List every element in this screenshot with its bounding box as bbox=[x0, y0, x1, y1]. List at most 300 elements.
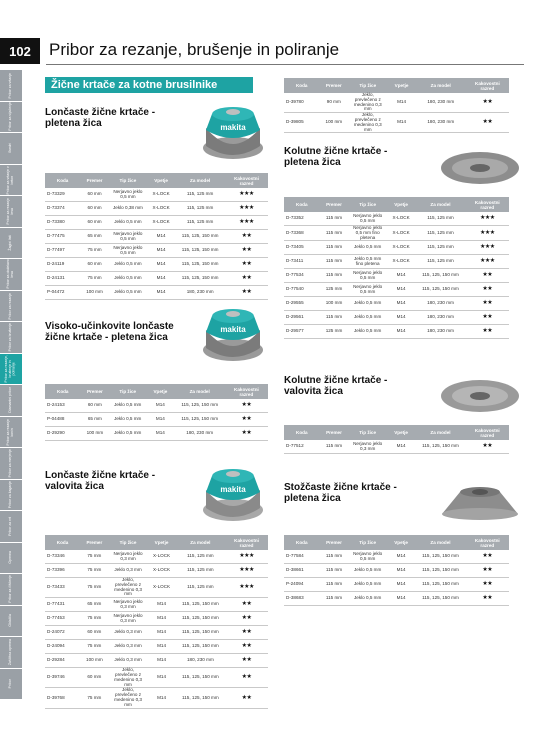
table-cell: 100 mm bbox=[80, 654, 109, 668]
table-cell: Nerjavno jeklo 0,5 mm bbox=[109, 230, 147, 244]
sidebar-item-label: Pribor za brušenje bbox=[8, 323, 13, 352]
sidebar-item-label: Zaščitna oprema bbox=[8, 639, 13, 666]
table-cell: 75 mm bbox=[80, 688, 109, 708]
table-cell: 100 mm bbox=[81, 427, 110, 441]
table-cell: 115 mm bbox=[320, 241, 349, 255]
table-cell: Jeklo 0,38 mm bbox=[109, 202, 147, 216]
table-cell: 115 mm bbox=[320, 592, 349, 606]
table-header-row bbox=[284, 425, 509, 440]
sidebar-item-19[interactable] bbox=[0, 669, 22, 701]
table-cell: ★★★ bbox=[466, 226, 509, 241]
table-cell: ★★ bbox=[466, 311, 509, 325]
table-cell: X-LOCK bbox=[147, 216, 175, 230]
column-header: Tip žice bbox=[348, 197, 386, 212]
table-header-row bbox=[45, 535, 268, 550]
table-cell: ★★ bbox=[466, 550, 509, 564]
table-row bbox=[284, 297, 509, 311]
table-cell: M14 bbox=[147, 230, 175, 244]
table-cell: 65 mm bbox=[80, 230, 109, 244]
table-cell: 100 mm bbox=[319, 113, 348, 133]
column-header: Premer bbox=[319, 78, 348, 93]
table-cell: 75 mm bbox=[80, 640, 109, 654]
table-cell: M14 bbox=[387, 93, 415, 113]
table-cell: 115, 125, 150 mm bbox=[176, 598, 226, 612]
sidebar-item-7[interactable] bbox=[0, 291, 22, 323]
sidebar-item-label: Pribor za rezanje, brušenje in poliranje bbox=[4, 355, 16, 383]
table-cell: 115, 125, 150 mm bbox=[175, 244, 225, 258]
sidebar-item-14[interactable] bbox=[0, 511, 22, 543]
table-cell: ★★ bbox=[225, 272, 268, 286]
sidebar-item-13[interactable] bbox=[0, 480, 22, 512]
table-cell: M14 bbox=[147, 258, 175, 272]
table-cell: D-39746 bbox=[45, 668, 80, 688]
table-cell: 115, 125, 150 mm bbox=[175, 230, 225, 244]
table-cell: ★★★ bbox=[466, 255, 509, 269]
table-cup-high-performance bbox=[45, 384, 268, 441]
table-cell: D-39805 bbox=[284, 113, 319, 133]
table-cell: D-73352 bbox=[284, 212, 320, 226]
sidebar-item-label: Svedri bbox=[8, 143, 13, 154]
column-header: Vpetje bbox=[387, 535, 415, 550]
table-cell: ★★ bbox=[225, 427, 268, 441]
table-cell: X-LOCK bbox=[147, 578, 175, 598]
table-cell: M14 bbox=[147, 272, 175, 286]
table-row bbox=[284, 241, 509, 255]
column-header: Tip žice bbox=[109, 535, 148, 550]
table-cell: D-73346 bbox=[45, 550, 80, 564]
table-cell: 115, 125, 150 mm bbox=[415, 578, 465, 592]
table-cell: D-38683 bbox=[284, 592, 320, 606]
table-cell: D-29555 bbox=[284, 297, 320, 311]
table-cell: X-LOCK bbox=[387, 255, 415, 269]
column-header: Premer bbox=[81, 384, 110, 399]
table-cell: ★★★ bbox=[466, 241, 509, 255]
table-cell: Jeklo, prevlečeno z medenino 0,3 mm bbox=[348, 113, 387, 133]
table-cell: D-73368 bbox=[284, 226, 320, 241]
table-cell: M14 bbox=[147, 688, 175, 708]
table-cell: 60 mm bbox=[80, 258, 109, 272]
table-cell: D-39780 bbox=[284, 93, 319, 113]
table-cell: Nerjavno jeklo 0,5 mm bbox=[109, 188, 147, 202]
table-cell: M14 bbox=[147, 626, 175, 640]
table-row bbox=[284, 255, 509, 269]
table-cell: ★★★ bbox=[225, 202, 268, 216]
table-cell: 115, 125 mm bbox=[176, 578, 226, 598]
table-cell: 115, 125, 150 mm bbox=[415, 564, 465, 578]
table-cell: Jeklo 0,5 mm bbox=[348, 578, 386, 592]
brand-logo: makita bbox=[220, 123, 246, 132]
sidebar-item-16[interactable] bbox=[0, 574, 22, 606]
table-row bbox=[284, 578, 509, 592]
table-cell: Jeklo 0,5 mm bbox=[109, 399, 146, 413]
table-cell: 125 mm bbox=[320, 325, 349, 339]
section-title-bevel-knotted: Stožčaste žične krtače - pletena žica bbox=[284, 482, 397, 504]
section-title-cup-high-performance: Visoko-učinkovite lončaste žične krtače - pletena žica bbox=[45, 321, 174, 343]
table-cell: ★★ bbox=[466, 564, 509, 578]
table-row bbox=[284, 283, 509, 297]
table-header-row bbox=[45, 173, 268, 188]
table-cell: D-24094 bbox=[45, 640, 80, 654]
table-cell: 115, 125 mm bbox=[415, 226, 465, 241]
sidebar-item-6[interactable] bbox=[0, 259, 22, 291]
table-cell: ★★★ bbox=[225, 188, 268, 202]
sidebar-item-17[interactable] bbox=[0, 606, 22, 638]
table-cell: ★★ bbox=[225, 626, 268, 640]
column-header: Tip žice bbox=[348, 78, 387, 93]
section-title-wheel-crimped: Kolutne žične krtače - valovita žica bbox=[284, 375, 388, 397]
table-cell: M14 bbox=[147, 598, 175, 612]
table-cell: 115, 125 mm bbox=[415, 212, 465, 226]
brand-logo: makita bbox=[220, 485, 246, 494]
table-cell: 75 mm bbox=[80, 550, 109, 564]
sidebar-item-label: Pribor za rezanje kovin bbox=[6, 418, 14, 445]
column-header: Koda bbox=[284, 78, 319, 93]
table-cell: ★★ bbox=[225, 654, 268, 668]
table-cell: M14 bbox=[147, 668, 175, 688]
table-cell: 60 mm bbox=[80, 202, 109, 216]
column-header: Koda bbox=[284, 425, 320, 440]
sidebar-item-9[interactable] bbox=[0, 354, 22, 386]
title-rule bbox=[46, 64, 524, 65]
table-header-row bbox=[45, 384, 268, 399]
section-title-cup-crimped: Lončaste žične krtače - valovita žica bbox=[45, 470, 156, 492]
table-cell: M14 bbox=[387, 297, 415, 311]
table-cell: M14 bbox=[146, 413, 174, 427]
table-cell: D-73329 bbox=[45, 188, 80, 202]
bevel-brush-knotted-image bbox=[440, 484, 520, 524]
table-cell: ★★ bbox=[225, 399, 268, 413]
table-row bbox=[284, 325, 509, 339]
table-cell: P-04488 bbox=[45, 413, 81, 427]
table-cup-knotted bbox=[45, 173, 268, 300]
category-banner: Žične krtače za kotne brusilnike bbox=[45, 77, 253, 93]
sidebar-item-label: Pribor za vrtanje bbox=[8, 72, 13, 98]
table-cell: D-29284 bbox=[45, 654, 80, 668]
table-cell: Nerjavno jeklo 0,3 mm bbox=[109, 598, 148, 612]
table-cell: D-73374 bbox=[45, 202, 80, 216]
table-cell: M14 bbox=[387, 113, 415, 133]
table-cell: D-77453 bbox=[45, 612, 80, 626]
table-cell: M14 bbox=[387, 311, 415, 325]
table-cell: Jeklo, prevlečeno z medenino 0,3 mm bbox=[348, 93, 387, 113]
table-cell: 115 mm bbox=[320, 550, 349, 564]
sidebar-item-8[interactable] bbox=[0, 322, 22, 354]
sidebar-item-label: Pribor za vijačenje bbox=[8, 102, 13, 132]
sidebar-item-label: Pribor za vrtanje v beton bbox=[6, 165, 14, 194]
column-header: Koda bbox=[284, 535, 320, 550]
table-cell: ★★ bbox=[225, 640, 268, 654]
table-cell: Nerjavno jeklo 0,3 mm bbox=[348, 440, 386, 454]
column-header: Koda bbox=[45, 173, 80, 188]
table-cell: M14 bbox=[387, 269, 415, 283]
table-cell: ★★ bbox=[466, 592, 509, 606]
sidebar-item-label: Pribor za čiščenje bbox=[8, 575, 13, 604]
table-cell: Jeklo 0,5 mm fino pletena bbox=[348, 255, 386, 269]
table-cell: 115 mm bbox=[320, 440, 349, 454]
table-row bbox=[45, 427, 268, 441]
table-cell: 60 mm bbox=[81, 399, 110, 413]
cup-brush-crimped-image bbox=[200, 460, 266, 524]
table-cell: ★★★ bbox=[225, 550, 268, 564]
sidebar-item-label: Oblačila bbox=[8, 614, 13, 628]
sidebar-item-10[interactable] bbox=[0, 385, 22, 417]
table-row bbox=[284, 212, 509, 226]
table-header-row bbox=[284, 535, 509, 550]
column-header: Tip žice bbox=[348, 535, 386, 550]
table-cell: 100 mm bbox=[80, 286, 109, 300]
column-header: Za model bbox=[416, 78, 466, 93]
table-cell: Jeklo, prevlečeno z medenino 0,3 mm bbox=[109, 688, 148, 708]
column-header: Za model bbox=[175, 173, 225, 188]
table-cell: ★★★ bbox=[225, 216, 268, 230]
table-cell: 180, 230 mm bbox=[416, 113, 466, 133]
table-cell: ★★ bbox=[225, 244, 268, 258]
table-cell: ★★ bbox=[466, 440, 509, 454]
table-row bbox=[45, 640, 268, 654]
table-cell: ★★ bbox=[466, 113, 509, 133]
table-cell: ★★ bbox=[466, 578, 509, 592]
table-cell: D-29561 bbox=[284, 311, 320, 325]
sidebar-item-label: Pribor za rezanje lesa bbox=[6, 198, 14, 225]
column-header: Koda bbox=[45, 384, 81, 399]
table-cell: ★★★ bbox=[225, 578, 268, 598]
table-cell: M14 bbox=[147, 286, 175, 300]
column-header: Premer bbox=[80, 173, 109, 188]
table-cell: ★★ bbox=[225, 598, 268, 612]
table-row bbox=[45, 654, 268, 668]
table-cell: 75 mm bbox=[80, 612, 109, 626]
table-cell: ★★ bbox=[225, 688, 268, 708]
table-cell: D-29577 bbox=[284, 325, 320, 339]
table-row bbox=[284, 592, 509, 606]
sidebar-item-label: Pribor za obdelavo lesa bbox=[6, 259, 14, 289]
sidebar-item-18[interactable] bbox=[0, 637, 22, 669]
sidebar-item-label: Pribor za vrt bbox=[8, 516, 13, 536]
table-cell: ★★ bbox=[225, 230, 268, 244]
sidebar-item-label: Diamantni pribor bbox=[8, 387, 13, 414]
table-cell: D-24119 bbox=[45, 258, 80, 272]
column-header: Kakovostni razred bbox=[225, 173, 268, 188]
sidebar-item-15[interactable] bbox=[0, 543, 22, 575]
table-cell: Jeklo 0,3 mm bbox=[109, 626, 148, 640]
column-header: Premer bbox=[320, 197, 349, 212]
column-header: Tip žice bbox=[109, 173, 147, 188]
table-cell: 75 mm bbox=[80, 272, 109, 286]
table-cell: Jeklo 0,5 mm bbox=[348, 241, 386, 255]
table-cell: 75 mm bbox=[80, 244, 109, 258]
sidebar-item-12[interactable] bbox=[0, 448, 22, 480]
table-cell: 180, 230 mm bbox=[416, 93, 466, 113]
table-cell: Jeklo 0,5 mm bbox=[109, 427, 146, 441]
table-cell: M14 bbox=[387, 550, 415, 564]
table-cell: 65 mm bbox=[81, 413, 110, 427]
table-row bbox=[45, 399, 268, 413]
column-header: Za model bbox=[415, 535, 465, 550]
column-header: Za model bbox=[176, 535, 226, 550]
table-cell: 115, 125, 150 mm bbox=[175, 272, 225, 286]
table-cell: Nerjavno jeklo 0,5 mm bbox=[348, 269, 386, 283]
table-cell: 60 mm bbox=[80, 216, 109, 230]
table-row bbox=[45, 668, 268, 688]
table-cell: D-77540 bbox=[284, 283, 320, 297]
table-row bbox=[45, 626, 268, 640]
section-title-wheel-knotted: Kolutne žične krtače - pletena žica bbox=[284, 146, 388, 168]
table-cell: Jeklo 0,3 mm bbox=[109, 564, 148, 578]
column-header: Vpetje bbox=[387, 425, 415, 440]
table-row bbox=[45, 272, 268, 286]
column-header: Premer bbox=[80, 535, 109, 550]
table-cell: M14 bbox=[146, 399, 174, 413]
table-cell: 75 mm bbox=[80, 564, 109, 578]
table-header-row bbox=[284, 197, 509, 212]
table-row bbox=[45, 230, 268, 244]
table-cell: D-39768 bbox=[45, 688, 80, 708]
table-cell: Jeklo 0,5 mm bbox=[348, 311, 386, 325]
table-cell: M14 bbox=[387, 578, 415, 592]
table-cell: ★★★ bbox=[466, 212, 509, 226]
table-cell: ★★ bbox=[225, 258, 268, 272]
table-cell: 115, 125 mm bbox=[175, 216, 225, 230]
table-cell: M14 bbox=[146, 427, 174, 441]
table-cell: D-77497 bbox=[45, 244, 80, 258]
column-header: Vpetje bbox=[147, 535, 175, 550]
table-cell: 115, 125 mm bbox=[415, 255, 465, 269]
column-header: Za model bbox=[415, 425, 465, 440]
sidebar-item-label: Pribor za merjenje bbox=[8, 449, 13, 478]
table-cell: D-73405 bbox=[284, 241, 320, 255]
table-cell: 180, 230 mm bbox=[415, 311, 465, 325]
table-cell: ★★ bbox=[466, 283, 509, 297]
table-cell: 115, 125, 150 mm bbox=[176, 668, 226, 688]
table-row bbox=[284, 564, 509, 578]
table-cell: M14 bbox=[387, 283, 415, 297]
table-cell: Jeklo 0,5 mm bbox=[109, 258, 147, 272]
table-cell: ★★ bbox=[466, 297, 509, 311]
table-cell: Jeklo 0,5 mm bbox=[348, 297, 386, 311]
table-row bbox=[284, 93, 509, 113]
section-title-cup-knotted: Lončaste žične krtače - pletena žica bbox=[45, 107, 156, 129]
sidebar-item-label: Pribor za rezanje bbox=[8, 292, 13, 319]
column-header: Premer bbox=[320, 535, 349, 550]
table-cell: D-73396 bbox=[45, 564, 80, 578]
table-cell: D-73380 bbox=[45, 216, 80, 230]
table-cell: 115, 125, 150 mm bbox=[175, 413, 225, 427]
table-cell: 115 mm bbox=[320, 269, 349, 283]
column-header: Za model bbox=[175, 384, 225, 399]
column-header: Koda bbox=[284, 197, 320, 212]
table-cell: X-LOCK bbox=[147, 550, 175, 564]
table-cell: M14 bbox=[147, 640, 175, 654]
brand-logo: makita bbox=[220, 325, 246, 334]
table-cell: 115, 125, 150 mm bbox=[415, 592, 465, 606]
table-row bbox=[284, 311, 509, 325]
table-row bbox=[45, 413, 268, 427]
table-cup-crimped-continued bbox=[284, 78, 509, 133]
table-cell: 115, 125, 150 mm bbox=[415, 269, 465, 283]
table-cell: 115 mm bbox=[320, 311, 349, 325]
sidebar-item-11[interactable] bbox=[0, 417, 22, 449]
table-cell: 115, 125 mm bbox=[175, 202, 225, 216]
table-cell: Jeklo 0,3 mm bbox=[109, 654, 148, 668]
table-cell: Jeklo 0,5 mm bbox=[109, 286, 147, 300]
table-cell: 115, 125, 150 mm bbox=[176, 640, 226, 654]
table-cell: D-24153 bbox=[45, 399, 81, 413]
sidebar-item-0[interactable] bbox=[0, 70, 22, 102]
page-number: 102 bbox=[0, 38, 40, 64]
table-cell: D-77584 bbox=[284, 550, 320, 564]
table-cell: M14 bbox=[147, 612, 175, 626]
table-cell: 100 mm bbox=[320, 297, 349, 311]
sidebar-item-3[interactable] bbox=[0, 165, 22, 197]
table-bevel-knotted bbox=[284, 535, 509, 606]
table-cell: 115, 125, 150 mm bbox=[176, 626, 226, 640]
table-cell: Jeklo 0,5 mm bbox=[348, 592, 386, 606]
sidebar-item-4[interactable] bbox=[0, 196, 22, 228]
table-cell: 125 mm bbox=[320, 283, 349, 297]
table-cell: 65 mm bbox=[80, 598, 109, 612]
table-cell: Nerjavno jeklo 0,5 mm fino pletena bbox=[348, 226, 386, 241]
column-header: Kakovostni razred bbox=[225, 384, 268, 399]
table-cell: X-LOCK bbox=[147, 202, 175, 216]
column-header: Vpetje bbox=[387, 197, 415, 212]
table-cell: 180, 230 mm bbox=[176, 654, 226, 668]
table-cell: 115, 125 mm bbox=[176, 564, 226, 578]
table-wheel-crimped bbox=[284, 425, 509, 454]
table-cell: 115 mm bbox=[320, 212, 349, 226]
table-cell: P-04472 bbox=[45, 286, 80, 300]
table-row bbox=[284, 226, 509, 241]
table-cell: Nerjavno jeklo 0,5 mm bbox=[109, 244, 147, 258]
table-cell: D-77431 bbox=[45, 598, 80, 612]
column-header: Za model bbox=[415, 197, 465, 212]
table-cell: ★★ bbox=[225, 612, 268, 626]
table-cell: 115, 125, 150 mm bbox=[176, 688, 226, 708]
column-header: Kakovostni razred bbox=[466, 78, 509, 93]
table-cell: M14 bbox=[147, 244, 175, 258]
table-cell: Nerjavno jeklo 0,5 mm bbox=[348, 283, 386, 297]
table-cell: ★★ bbox=[466, 93, 509, 113]
wheel-brush-knotted-image bbox=[440, 150, 520, 186]
table-cell: X-LOCK bbox=[147, 188, 175, 202]
table-cell: 180, 230 mm bbox=[415, 297, 465, 311]
table-row bbox=[45, 188, 268, 202]
sidebar-item-label: Pribor bbox=[8, 679, 13, 689]
cup-brush-high-performance-image bbox=[200, 300, 266, 364]
column-header: Premer bbox=[320, 425, 349, 440]
table-cell: Nerjavno jeklo 0,5 mm bbox=[348, 212, 386, 226]
sidebar-item-1[interactable] bbox=[0, 102, 22, 134]
table-row bbox=[45, 244, 268, 258]
table-cell: Nerjavno jeklo 0,3 mm bbox=[109, 550, 148, 564]
table-cell: X-LOCK bbox=[147, 564, 175, 578]
table-cell: 60 mm bbox=[80, 668, 109, 688]
sidebar-item-5[interactable] bbox=[0, 228, 22, 260]
column-header: Kakovostni razred bbox=[225, 535, 268, 550]
table-cell: 115, 125, 150 mm bbox=[415, 440, 465, 454]
table-row bbox=[45, 688, 268, 708]
page-title: Pribor za rezanje, brušenje in poliranje bbox=[49, 40, 340, 59]
table-cell: P-24094 bbox=[284, 578, 320, 592]
table-cell: 115, 125, 150 mm bbox=[175, 258, 225, 272]
table-cell: M14 bbox=[147, 654, 175, 668]
table-cell: 115, 125 mm bbox=[175, 188, 225, 202]
sidebar-item-2[interactable] bbox=[0, 133, 22, 165]
table-cell: 180, 230 mm bbox=[175, 427, 225, 441]
table-row bbox=[284, 269, 509, 283]
table-row bbox=[284, 440, 509, 454]
table-cell: D-73433 bbox=[45, 578, 80, 598]
table-cell: Jeklo 0,3 mm bbox=[109, 640, 148, 654]
